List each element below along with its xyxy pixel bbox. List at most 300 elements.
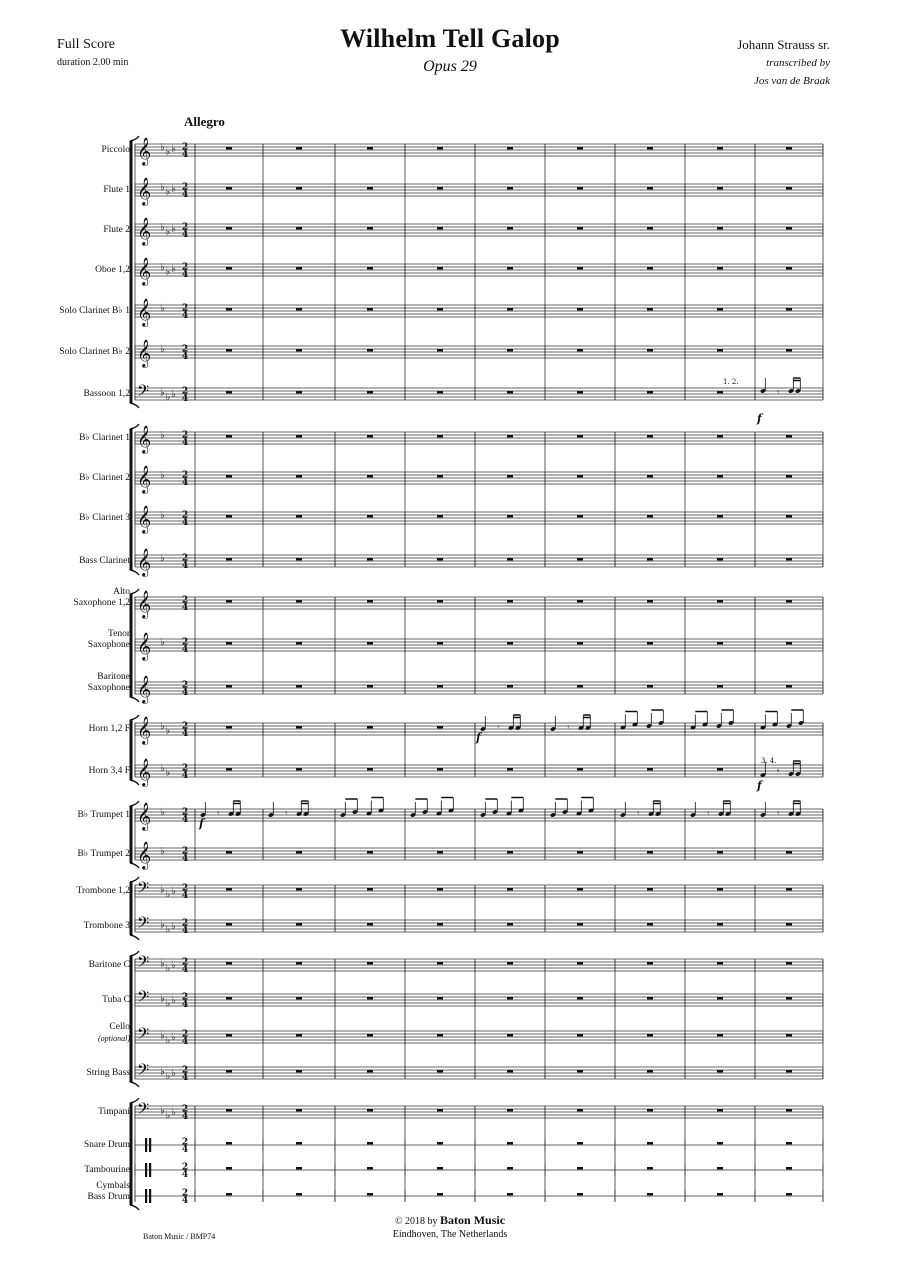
eighth-rest: 𝄾 xyxy=(567,723,570,733)
rest xyxy=(507,435,513,437)
time-sig-num: 2 xyxy=(181,846,189,857)
rest xyxy=(507,267,513,269)
rest xyxy=(437,1070,443,1072)
time-sig-num: 2 xyxy=(181,721,189,732)
time-sig-num: 2 xyxy=(181,386,189,397)
eighth-note xyxy=(646,713,652,729)
staff xyxy=(135,548,823,577)
time-sig-den: 4 xyxy=(181,1112,189,1122)
time-sig-den: 4 xyxy=(181,561,189,571)
staff xyxy=(135,953,823,975)
rest xyxy=(786,1142,792,1144)
copyright: © 2018 by xyxy=(394,1216,438,1227)
time-sig-num: 2 xyxy=(181,262,189,273)
time-sig-num: 2 xyxy=(181,470,189,481)
eighth-rest: 𝄾 xyxy=(497,723,500,733)
rest xyxy=(367,1193,373,1195)
rest xyxy=(507,851,513,853)
eighth-note xyxy=(422,799,428,815)
rest xyxy=(507,642,513,644)
time-sig-num: 2 xyxy=(181,918,189,929)
flat-sign: ♭ xyxy=(165,1071,171,1082)
note xyxy=(760,378,766,394)
flat-sign: ♭ xyxy=(171,921,176,932)
eighth-note xyxy=(492,799,498,815)
rest xyxy=(437,1034,443,1036)
rest xyxy=(647,851,653,853)
time-sig-den: 4 xyxy=(181,854,189,864)
bass-clef: 𝄢 xyxy=(137,879,150,901)
eighth-note xyxy=(352,799,358,815)
rest xyxy=(717,1109,723,1111)
rest xyxy=(717,768,723,770)
rest xyxy=(577,267,583,269)
flat-sign: ♭ xyxy=(165,924,171,935)
eighth-note xyxy=(716,713,722,729)
rest xyxy=(367,726,373,728)
rest xyxy=(367,1167,373,1169)
time-sig-den: 4 xyxy=(181,1000,189,1010)
rest xyxy=(786,997,792,999)
rest xyxy=(647,267,653,269)
rest xyxy=(437,888,443,890)
eighth-rest: 𝄾 xyxy=(777,767,780,777)
rest xyxy=(577,1142,583,1144)
rest xyxy=(786,349,792,351)
rest xyxy=(296,435,302,437)
flat-sign: ♭ xyxy=(160,1030,165,1042)
rest xyxy=(507,1142,513,1144)
time-sig-num: 2 xyxy=(181,430,189,441)
instrument-label: Baritone Saxophone xyxy=(87,672,130,693)
rest xyxy=(226,227,232,229)
staff xyxy=(135,675,823,704)
rest xyxy=(296,600,302,602)
staff xyxy=(135,879,823,901)
flat-sign: ♭ xyxy=(160,884,165,896)
time-sig-den: 4 xyxy=(181,1145,189,1155)
time-sig-num: 2 xyxy=(181,1104,189,1115)
rest xyxy=(226,475,232,477)
eighth-note xyxy=(436,801,442,817)
time-sig-num: 2 xyxy=(181,1065,189,1076)
time-sig-den: 4 xyxy=(181,352,189,362)
rest xyxy=(647,923,653,925)
rest xyxy=(226,391,232,393)
percussion-clef xyxy=(149,1163,151,1177)
rest xyxy=(577,1070,583,1072)
note xyxy=(268,802,274,818)
instrument-label: Tambourine xyxy=(84,1164,130,1175)
rest xyxy=(226,768,232,770)
rest xyxy=(786,187,792,189)
flat-sign: ♭ xyxy=(165,767,171,779)
rest xyxy=(367,1142,373,1144)
staff xyxy=(135,425,823,454)
time-sig-num: 2 xyxy=(181,1188,189,1199)
rest xyxy=(577,349,583,351)
rest xyxy=(647,515,653,517)
rest xyxy=(437,515,443,517)
eighth-note xyxy=(702,712,708,728)
rest xyxy=(647,600,653,602)
eighth-note xyxy=(410,802,416,818)
eighth-note xyxy=(366,801,372,817)
time-sig-den: 4 xyxy=(181,926,189,936)
rest xyxy=(577,768,583,770)
rest xyxy=(717,349,723,351)
rest xyxy=(717,1167,723,1169)
rest xyxy=(367,851,373,853)
staff xyxy=(135,1025,823,1047)
flat-sign: ♭ xyxy=(165,186,171,198)
flat-sign: ♭ xyxy=(171,183,176,195)
rest xyxy=(296,642,302,644)
rest xyxy=(507,600,513,602)
flat-sign: ♭ xyxy=(160,182,165,193)
eighth-note xyxy=(340,802,346,818)
flat-sign: ♭ xyxy=(171,1032,176,1043)
dynamic-marking: f xyxy=(199,817,204,830)
full-score-label: Full Score xyxy=(57,37,115,52)
instrument-label: Horn 3,4 F xyxy=(88,765,130,776)
rest xyxy=(647,1167,653,1169)
rest xyxy=(367,187,373,189)
flat-sign: ♭ xyxy=(160,721,165,732)
rest xyxy=(647,1034,653,1036)
rest xyxy=(226,997,232,999)
rest xyxy=(437,923,443,925)
rest xyxy=(437,726,443,728)
instrument-label: Trombone 3 xyxy=(83,920,130,931)
division-label: 1. 2. xyxy=(723,378,739,386)
rest xyxy=(226,888,232,890)
bass-clef: 𝄢 xyxy=(137,914,150,936)
eighth-note xyxy=(588,798,594,814)
staff xyxy=(135,339,823,368)
rest xyxy=(786,227,792,229)
staff xyxy=(135,465,823,494)
flat-sign: ♭ xyxy=(160,430,165,441)
rest xyxy=(647,685,653,687)
time-sig-num: 2 xyxy=(181,182,189,193)
tempo-marking: Allegro xyxy=(184,114,225,129)
time-sig-den: 4 xyxy=(181,311,189,321)
rest xyxy=(647,962,653,964)
treble-clef: 𝄞 xyxy=(137,137,152,165)
rest xyxy=(367,227,373,229)
instrument-label: B♭ Clarinet 1 xyxy=(79,432,130,443)
staff xyxy=(135,988,823,1010)
time-sig-den: 4 xyxy=(181,438,189,448)
rest xyxy=(437,558,443,560)
eighth-note xyxy=(562,799,568,815)
dynamic-marking: f xyxy=(757,412,762,425)
percussion-clef xyxy=(149,1189,151,1203)
rest xyxy=(786,962,792,964)
rest xyxy=(577,227,583,229)
publisher-name: Baton Music xyxy=(440,1213,506,1227)
instrument-label: Flute 2 xyxy=(103,224,130,235)
note xyxy=(480,716,486,732)
rest xyxy=(717,391,723,393)
dynamic-marking: f xyxy=(757,779,762,792)
catalog-number: Baton Music / BMP74 xyxy=(143,1232,216,1241)
staff xyxy=(135,137,823,166)
rest xyxy=(226,685,232,687)
rest xyxy=(296,308,302,310)
rest xyxy=(717,1070,723,1072)
rest xyxy=(786,642,792,644)
rest xyxy=(437,227,443,229)
rest xyxy=(786,1193,792,1195)
time-sig-den: 4 xyxy=(181,965,189,975)
rest xyxy=(507,685,513,687)
rest xyxy=(437,685,443,687)
time-sig-num: 2 xyxy=(181,763,189,774)
rest xyxy=(717,515,723,517)
rest xyxy=(367,923,373,925)
rest xyxy=(577,685,583,687)
eighth-note xyxy=(760,715,766,731)
staff xyxy=(135,590,823,619)
rest xyxy=(717,475,723,477)
rest xyxy=(226,349,232,351)
division-label: 3. 4. xyxy=(761,757,777,765)
instrument-label: Solo Clarinet B♭ 1 xyxy=(59,305,130,316)
rest xyxy=(717,600,723,602)
rest xyxy=(577,435,583,437)
rest xyxy=(577,1193,583,1195)
rest xyxy=(786,851,792,853)
composer-name: Johann Strauss sr. xyxy=(737,37,830,52)
flat-sign: ♭ xyxy=(171,263,176,275)
rest xyxy=(367,349,373,351)
bass-clef: 𝄢 xyxy=(137,1100,150,1122)
flat-sign: ♭ xyxy=(160,262,165,273)
rest xyxy=(786,147,792,149)
time-sig-num: 2 xyxy=(181,1162,189,1173)
rest xyxy=(367,768,373,770)
time-sig-num: 2 xyxy=(181,595,189,606)
time-sig-den: 4 xyxy=(181,1170,189,1180)
rest xyxy=(296,1167,302,1169)
rest xyxy=(437,475,443,477)
rest xyxy=(577,147,583,149)
eighth-note xyxy=(658,710,664,726)
rest xyxy=(577,308,583,310)
instrument-label: Trombone 1,2 xyxy=(76,885,130,896)
rest xyxy=(507,1193,513,1195)
rest xyxy=(296,515,302,517)
time-sig-den: 4 xyxy=(181,394,189,404)
instrument-label: Snare Drum xyxy=(83,1139,130,1150)
flat-sign: ♭ xyxy=(160,387,165,399)
rest xyxy=(367,308,373,310)
rest xyxy=(577,642,583,644)
rest xyxy=(507,515,513,517)
rest xyxy=(437,851,443,853)
rest xyxy=(647,1070,653,1072)
note xyxy=(200,802,206,818)
rest xyxy=(226,435,232,437)
rest xyxy=(367,1070,373,1072)
rest xyxy=(226,1142,232,1144)
rest xyxy=(577,888,583,890)
page-title: Wilhelm Tell Galop xyxy=(340,24,560,53)
eighth-note xyxy=(772,712,778,728)
instrument-label: B♭ Clarinet 3 xyxy=(79,512,130,523)
staff xyxy=(135,1138,823,1156)
rest xyxy=(647,1109,653,1111)
rest xyxy=(647,475,653,477)
rest xyxy=(437,349,443,351)
time-sig-den: 4 xyxy=(181,1196,189,1206)
eighth-rest: 𝄾 xyxy=(777,388,780,398)
treble-clef: 𝄞 xyxy=(137,465,152,493)
flat-sign: ♭ xyxy=(165,963,171,974)
rest xyxy=(507,227,513,229)
time-sig-den: 4 xyxy=(181,518,189,528)
rest xyxy=(507,558,513,560)
eighth-note xyxy=(690,715,696,731)
rest xyxy=(367,267,373,269)
time-sig-den: 4 xyxy=(181,150,189,160)
flat-sign: ♭ xyxy=(160,142,165,153)
percussion-clef xyxy=(145,1138,147,1152)
rest xyxy=(507,475,513,477)
eighth-rest: 𝄾 xyxy=(637,809,640,819)
flat-sign: ♭ xyxy=(165,1035,171,1046)
instrument-label: B♭ Clarinet 2 xyxy=(79,472,130,483)
instrument-label: Oboe 1,2 xyxy=(95,264,130,275)
rest xyxy=(437,642,443,644)
rest xyxy=(577,1034,583,1036)
rest xyxy=(296,147,302,149)
rest xyxy=(647,349,653,351)
treble-clef: 𝄞 xyxy=(137,217,152,245)
rest xyxy=(647,642,653,644)
rest xyxy=(786,515,792,517)
flat-sign: ♭ xyxy=(171,223,176,235)
rest xyxy=(717,558,723,560)
rest xyxy=(226,1109,232,1111)
flat-sign: ♭ xyxy=(171,995,176,1006)
rest xyxy=(437,962,443,964)
flat-sign: ♭ xyxy=(160,510,165,521)
rest xyxy=(226,600,232,602)
rest xyxy=(437,600,443,602)
rest xyxy=(367,642,373,644)
eighth-rest: 𝄾 xyxy=(217,809,220,819)
time-sig-den: 4 xyxy=(181,230,189,240)
rest xyxy=(226,1034,232,1036)
staff xyxy=(135,177,823,206)
staff xyxy=(135,841,823,870)
rest xyxy=(296,1193,302,1195)
rest xyxy=(296,1034,302,1036)
flat-sign: ♭ xyxy=(160,637,165,648)
time-sig-den: 4 xyxy=(181,603,189,613)
flat-sign: ♭ xyxy=(160,222,165,233)
rest xyxy=(296,558,302,560)
flat-sign: ♭ xyxy=(165,392,171,403)
rest xyxy=(507,962,513,964)
rest xyxy=(717,851,723,853)
dynamic-marking: f xyxy=(476,731,481,744)
rest xyxy=(577,600,583,602)
bass-clef: 𝄢 xyxy=(137,953,150,975)
eighth-note xyxy=(480,802,486,818)
rest xyxy=(786,1070,792,1072)
staff xyxy=(135,914,823,936)
flat-sign: ♭ xyxy=(165,266,171,278)
staff xyxy=(135,1189,823,1207)
rest xyxy=(786,600,792,602)
note xyxy=(550,716,556,732)
rest xyxy=(226,962,232,964)
time-sig-den: 4 xyxy=(181,478,189,488)
rest xyxy=(717,267,723,269)
eighth-note xyxy=(448,798,454,814)
rest xyxy=(367,1109,373,1111)
rest xyxy=(296,475,302,477)
publisher-city: Eindhoven, The Netherlands xyxy=(392,1229,508,1240)
instrument-label: Flute 1 xyxy=(103,184,130,195)
flat-sign: ♭ xyxy=(160,1066,165,1078)
rest xyxy=(226,308,232,310)
rest xyxy=(786,308,792,310)
time-sig-num: 2 xyxy=(181,992,189,1003)
rest xyxy=(296,1070,302,1072)
rest xyxy=(226,642,232,644)
rest xyxy=(507,768,513,770)
instrument-label: Tuba C xyxy=(102,994,130,1005)
time-sig-den: 4 xyxy=(181,891,189,901)
flat-sign: ♭ xyxy=(165,226,171,238)
rest xyxy=(507,308,513,310)
rest xyxy=(437,147,443,149)
rest xyxy=(717,227,723,229)
time-sig-num: 2 xyxy=(181,1029,189,1040)
instrument-label: Piccolo xyxy=(101,144,130,155)
rest xyxy=(647,1142,653,1144)
rest xyxy=(507,997,513,999)
rest xyxy=(367,435,373,437)
eighth-note xyxy=(518,798,524,814)
rest xyxy=(367,997,373,999)
instrument-label: Alto Saxophone 1,2 xyxy=(73,587,130,608)
instrument-label: Solo Clarinet B♭ 2 xyxy=(59,346,130,357)
rest xyxy=(296,768,302,770)
instrument-label: Bassoon 1,2 xyxy=(83,388,130,399)
time-sig-num: 2 xyxy=(181,222,189,233)
sixteenth-note xyxy=(788,761,794,777)
instrument-label: String Bass xyxy=(86,1067,130,1078)
rest xyxy=(437,1109,443,1111)
flat-sign: ♭ xyxy=(160,919,165,931)
bass-clef: 𝄢 xyxy=(137,1025,150,1047)
opus-number: Opus 29 xyxy=(423,58,477,75)
eighth-note xyxy=(728,710,734,726)
rest xyxy=(717,187,723,189)
treble-clef: 𝄞 xyxy=(137,339,152,367)
treble-clef: 𝄞 xyxy=(137,177,152,205)
time-sig-den: 4 xyxy=(181,1073,189,1083)
time-sig-num: 2 xyxy=(181,142,189,153)
rest xyxy=(226,851,232,853)
rest xyxy=(367,147,373,149)
